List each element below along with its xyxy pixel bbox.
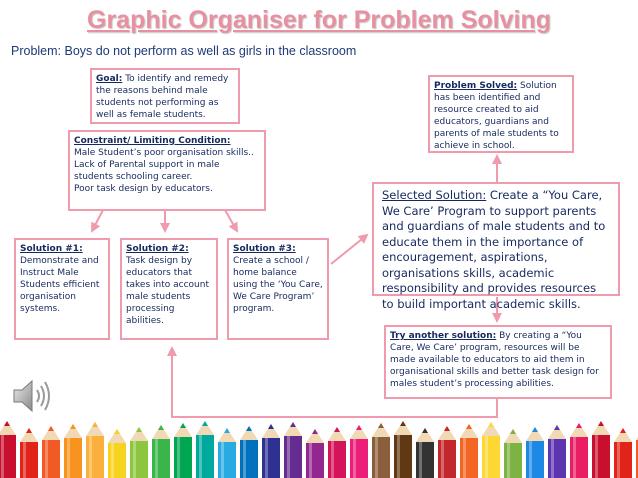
constraint-line: Male Student’s poor organisation skills.. [74, 148, 254, 158]
selected-text: Create a “You Care, We Care’ Program to support parents and guardians of male students and to educate them in the importance of encouragement, aspirations, organisations skills, academic responsibility and provides resources to build important academic skills. [382, 188, 606, 311]
pencil [350, 425, 368, 478]
pencil [328, 427, 346, 478]
pencil [284, 422, 302, 478]
pencil [218, 428, 236, 478]
arrow-to-solution-1 [92, 210, 103, 231]
pencil [592, 421, 610, 478]
solution-box-2 [120, 238, 218, 340]
solution-box-1 [14, 238, 110, 340]
solution-text: Demonstrate and Instruct Male Students efficient organisation systems. [20, 256, 100, 314]
goal-text: To identify and remedy the reasons behind male students not performing as well as female students. [96, 74, 229, 120]
pencil [86, 422, 104, 478]
constraint-line: Lack of Parental support in male students schooling career. [74, 160, 220, 182]
try-another-box [384, 325, 612, 399]
pencil [416, 428, 434, 478]
solved-label: Problem Solved: [434, 81, 518, 91]
pencil [372, 423, 390, 478]
solution-box-3 [227, 238, 329, 340]
selected-solution-box [372, 182, 620, 311]
solution-label: Solution #2: [126, 244, 189, 254]
pencil [460, 424, 478, 478]
constraint-line: Poor task design by educators. [74, 184, 213, 194]
pencil [394, 421, 412, 478]
pencil [240, 426, 258, 478]
page-title: Graphic Organiser for Problem Solving [87, 6, 551, 34]
pencil [42, 426, 60, 478]
another-text: By creating a “You Care, We Care’ program, resources will be made available to educators to aid them in organisational skills and better task design for males student’s processing abilities. [390, 331, 599, 389]
pencil [20, 428, 38, 478]
pencil [64, 424, 82, 478]
pencil [152, 425, 170, 478]
problem-solved-box [428, 75, 574, 153]
pencil [438, 426, 456, 478]
pencil [504, 429, 522, 478]
pencil [108, 429, 126, 478]
constraint-label: Constraint/ Limiting Condition: [74, 136, 231, 146]
selected-label: Selected Solution: [382, 188, 487, 202]
pencil [262, 424, 280, 478]
colored-pencils-border [0, 413, 638, 478]
arrow-to-selected [331, 235, 367, 264]
pencil [614, 428, 632, 478]
solution-text: Task design by educators that takes into account male students processing abilities. [126, 256, 209, 326]
solution-text: Create a school / home balance using the ‘You Care, We Care Program’ program. [233, 256, 323, 314]
goal-label: Goal: [96, 74, 123, 84]
pencil [174, 423, 192, 478]
problem-statement: Problem: Boys do not perform as well as girls in the classroom [11, 44, 357, 58]
pencil [570, 423, 588, 478]
pencil [526, 427, 544, 478]
pencil [130, 427, 148, 478]
constraint-box [68, 130, 266, 211]
pencil [482, 422, 500, 478]
speaker-icon[interactable] [11, 376, 57, 416]
pencil [306, 429, 324, 478]
solution-label: Solution #3: [233, 244, 296, 254]
solution-label: Solution #1: [20, 244, 83, 254]
solved-text: Solution has been identified and resource created to aid educators, guardians and parents of male students to achieve in school. [434, 81, 559, 151]
another-label: Try another solution: [390, 331, 497, 341]
pencil [196, 421, 214, 478]
goal-box [90, 68, 240, 124]
pencil [0, 421, 16, 478]
pencil [548, 425, 566, 478]
arrow-to-solution-3 [225, 210, 237, 231]
